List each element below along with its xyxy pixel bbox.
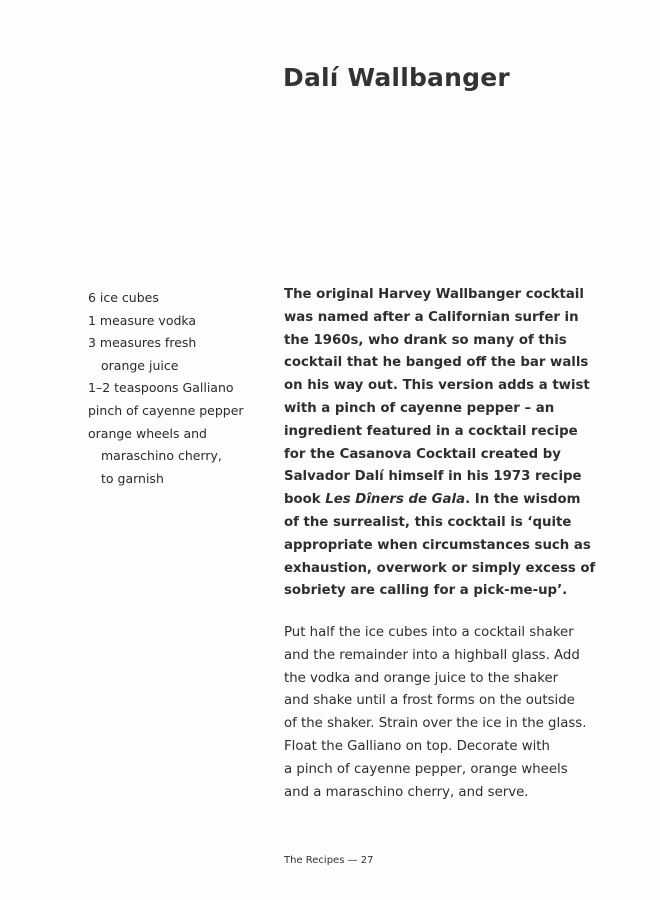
method-line: the vodka and orange juice to the shaker xyxy=(284,670,559,686)
intro-line: The original Harvey Wallbanger cocktail xyxy=(284,287,584,302)
intro-line: sobriety are calling for a pick-me-up’. xyxy=(284,583,568,599)
intro-line: the 1960s, who drank so many of this xyxy=(284,332,567,348)
method-line: and shake until a frost forms on the outside xyxy=(284,693,575,709)
ingredient-item: orange juice xyxy=(101,357,179,373)
ingredient-item: maraschino cherry, xyxy=(101,448,222,464)
intro-line: with a pinch of cayenne pepper – an xyxy=(284,400,555,416)
intro-line: cocktail that he banged off the bar walls xyxy=(284,355,589,371)
intro-line: was named after a Californian surfer in xyxy=(284,309,579,325)
intro-line: on his way out. This version adds a twist xyxy=(284,378,590,394)
ingredient-item: to garnish xyxy=(101,470,164,486)
ingredient-item: orange wheels and xyxy=(88,425,207,441)
intro-line: ingredient featured in a cocktail recipe xyxy=(284,423,578,439)
intro-line: Salvador Dalí himself in his 1973 recipe xyxy=(284,469,582,485)
intro-line xyxy=(284,489,614,512)
intro-line: exhaustion, overwork or simply excess of xyxy=(284,560,596,576)
intro-text: . In the wisdom xyxy=(465,492,581,508)
recipe-intro xyxy=(284,284,614,603)
ingredient-item: pinch of cayenne pepper xyxy=(88,402,244,418)
book-title: Les Dîners de Gala xyxy=(325,492,466,508)
recipe-method xyxy=(284,622,624,804)
intro-line: appropriate when circumstances such as xyxy=(284,537,591,553)
method-line: and the remainder into a highball glass. Add xyxy=(284,647,580,663)
ingredient-item: 6 ice cubes xyxy=(88,290,159,305)
intro-line: for the Casanova Cocktail created by xyxy=(284,446,561,462)
ingredient-item: 1–2 teaspoons Galliano xyxy=(88,380,234,396)
intro-text: book xyxy=(284,492,326,508)
method-line: Put half the ice cubes into a cocktail shaker xyxy=(284,625,574,640)
method-line: a pinch of cayenne pepper, orange wheels xyxy=(284,761,568,777)
recipe-title: Dalí Wallbanger xyxy=(283,62,510,92)
method-line: Float the Galliano on top. Decorate with xyxy=(284,738,550,754)
method-line: of the shaker. Strain over the ice in the glass. xyxy=(284,716,587,732)
page-footer: The Recipes — 27 xyxy=(284,855,374,866)
intro-line: of the surrealist, this cocktail is ‘quite xyxy=(284,514,572,530)
ingredients-list xyxy=(88,287,263,490)
method-line: and a maraschino cherry, and serve. xyxy=(284,784,529,800)
ingredient-item: 1 measure vodka xyxy=(88,312,197,328)
ingredient-item: 3 measures fresh xyxy=(88,335,197,351)
